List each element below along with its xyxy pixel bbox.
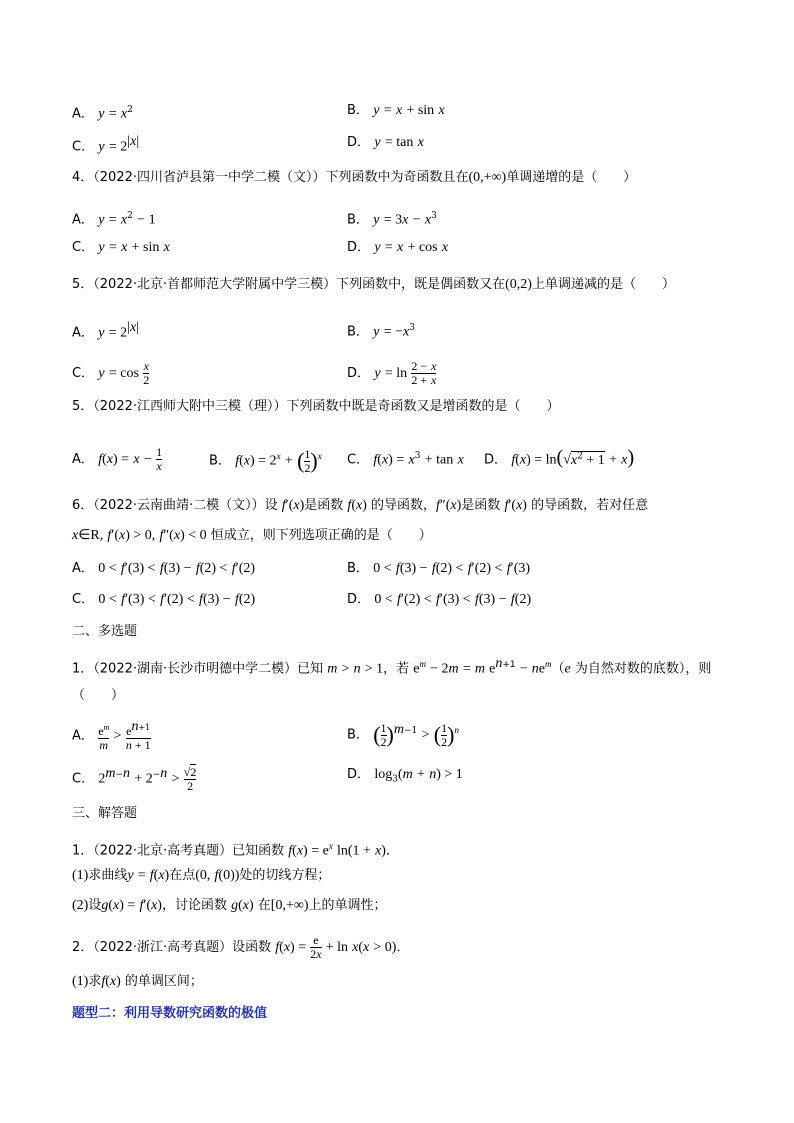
question-6-stem-line2: x∈R, f′(x) > 0, f″(x) < 0 恒成立，则下列选项正确的是（ ） [72, 528, 432, 543]
solve-question-2-stem: 2．（2022·浙江·高考真题）设函数 f(x) = $\frac{e}{2x}$ + ln x(x > 0)． [72, 933, 410, 961]
option-d: D． y = ln $\frac{2 - x}{2 + x}$ [347, 359, 437, 387]
question-5b-stem: 5．（2022·江西师大附中三模（理））下列函数中既是奇函数又是增函数的是（ ） [72, 399, 560, 414]
multi-question-1-stem-line1: 1．（2022·湖南·长沙市明德中学二模）已知 m > n > 1，若 $e^m - 2m = m$ $e^{n+1} - ne^m(e$ 为自然对数的底数），则 [72, 656, 712, 677]
question-6-stem-line1: 6．（2022·云南曲靖·二模（文））设 f′(x)是函数 f(x) 的导函数，f″(x)是函数 f′(x) 的导函数，若对任意 [72, 498, 649, 513]
option-c: C． y = cos $\frac{x}{2}$ [72, 359, 150, 387]
option-c: C． $2^{m-n} + 2^{-n}$ > $\frac{√2}{2}$ [72, 764, 197, 793]
option-b: B． y = x + sin x [347, 103, 445, 118]
option-d: D． $f(x) = \ln(√x^2 + 1 + x)$ [484, 446, 635, 469]
option-a: A． 0 < f′(3) < f(3) − f(2) < f′(2) [72, 561, 256, 576]
option-b: B． ( $\frac{1}{2}$ )$^{m-1}$ > ( $\frac{1}{2}$ )$^n$ [347, 720, 459, 749]
solve-question-1-stem: 1．（2022·北京·高考真题）已知函数 $f(x) = e^x$ ln(1 + x)． [72, 841, 399, 859]
topic-heading: 题型二：利用导数研究函数的极值 [72, 1006, 268, 1021]
option-d: D． $\log_3(m + n) > 1$ [347, 767, 463, 785]
option-c: C． $f(x) = x^3 + \tan x$ [347, 451, 464, 468]
option-c: C． y = x + sin x [72, 240, 170, 255]
option-d: D． 0 < f′(2) < f′(3) < f(3) − f(2) [347, 592, 532, 607]
option-a: A． $y = x^2 - 1$ [72, 211, 156, 228]
section-heading-multiple-choice: 二、多选题 [72, 624, 138, 639]
option-a: A． $y = x^2$ [72, 105, 133, 122]
section-heading-free-response: 三、解答题 [72, 806, 138, 821]
multi-question-1-stem-line2: （ ） [72, 688, 125, 703]
option-a: A． $\frac{e^m}{m}$ > $\frac{e^{n+1}}{n + 1}$ [72, 719, 151, 752]
option-a: A． $y = 2^{|x|}$ [72, 320, 139, 341]
option-c: C． 0 < f′(3) < f′(2) < f(3) − f(2) [72, 592, 256, 607]
option-c: C． $y = 2^{|x|}$ [72, 134, 140, 155]
question-5a-stem: 5．（2022·北京·首都师范大学附属中学三模）下列函数中，既是偶函数又在(0,2)上单调递减的是（ ） [72, 277, 675, 292]
option-b: B． $f(x) = 2^x$ + ( $\frac{1}{2}$ )$^x$ [209, 446, 322, 475]
solve-question-2-part-1: (1)求f(x) 的单调区间； [72, 974, 203, 989]
solve-question-1-part-1: (1)求曲线y = f(x)在点(0, f(0))处的切线方程； [72, 868, 331, 883]
option-a: A． f(x) = x − $\frac{1}{x}$ [72, 445, 163, 473]
option-b: B． $y = -x^3$ [347, 323, 415, 340]
option-b: B． $y = 3x - x^3$ [347, 211, 437, 228]
question-4-stem: 4．（2022·四川省泸县第一中学二模（文））下列函数中为奇函数且在(0,+∞)单调递增的是（ ） [72, 170, 637, 185]
option-d: D． y = x + cos x [347, 240, 449, 255]
option-b: B． 0 < f(3) − f(2) < f′(2) < f′(3) [347, 561, 531, 576]
option-d: D． y = tan x [347, 135, 424, 150]
solve-question-1-part-2: (2)设g(x) = f′(x)，讨论函数 g(x) 在[0,+∞)上的单调性； [72, 898, 387, 913]
